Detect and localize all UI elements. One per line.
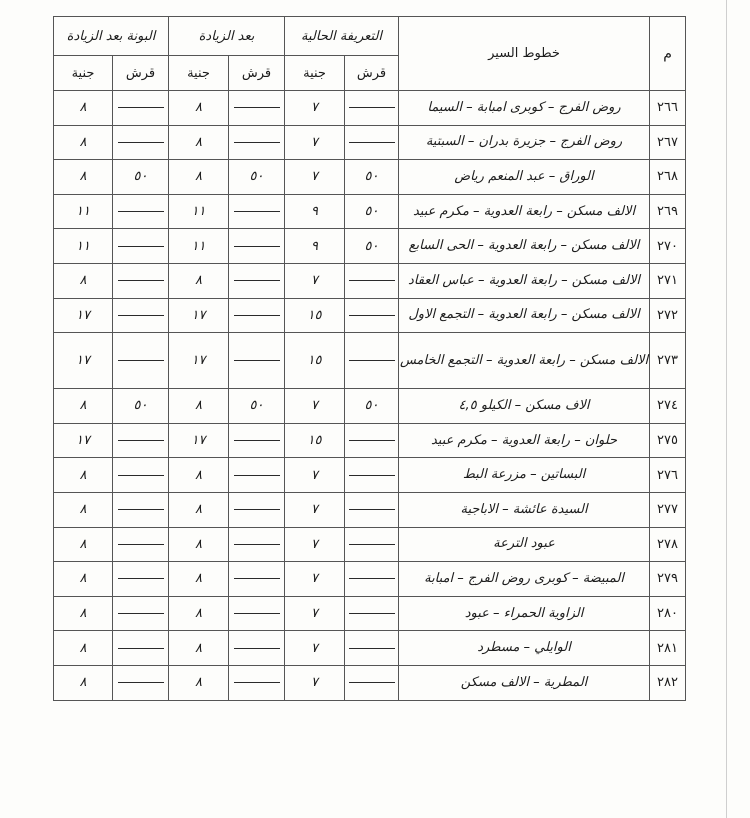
- pass-piaster: [113, 91, 169, 126]
- row-route: الالف مسكن – رابعة العدوية – عباس العقاد: [399, 263, 650, 298]
- current-piaster: ٥٠: [345, 160, 399, 195]
- row-number: ٢٨١: [650, 631, 686, 666]
- empty-dash: [234, 107, 280, 108]
- current-pound: ٧: [285, 562, 345, 597]
- increase-pound: ١١: [169, 229, 229, 264]
- header-pass-piaster: قرش: [113, 56, 169, 91]
- current-piaster: [345, 298, 399, 333]
- table-row: [54, 263, 686, 298]
- row-route: المبيضة – كوبرى روض الفرج – امبابة: [399, 562, 650, 597]
- pass-pound: ٨: [54, 160, 113, 195]
- empty-dash: [118, 142, 164, 143]
- pass-piaster: ٥٠: [113, 389, 169, 424]
- pass-pound: ٨: [54, 527, 113, 562]
- pass-piaster: [113, 125, 169, 160]
- empty-dash: [234, 509, 280, 510]
- current-pound: ٧: [285, 125, 345, 160]
- current-pound: ١٥: [285, 423, 345, 458]
- row-number: ٢٧٠: [650, 229, 686, 264]
- empty-dash: [118, 682, 164, 683]
- row-route: البساتين – مزرعة البط: [399, 458, 650, 493]
- row-number: ٢٧٤: [650, 389, 686, 424]
- row-number: ٢٧٩: [650, 562, 686, 597]
- current-piaster: ٥٠: [345, 194, 399, 229]
- table-row: [54, 631, 686, 666]
- header-pass-pound: جنية: [54, 56, 113, 91]
- pass-pound: ١٧: [54, 423, 113, 458]
- current-piaster: [345, 91, 399, 126]
- empty-dash: [118, 475, 164, 476]
- current-pound: ٧: [285, 631, 345, 666]
- table-row: [54, 492, 686, 527]
- pass-pound: ٨: [54, 596, 113, 631]
- empty-dash: [234, 648, 280, 649]
- table-row: [54, 458, 686, 493]
- increase-pound: ٨: [169, 389, 229, 424]
- table-row: [54, 194, 686, 229]
- current-pound: ١٥: [285, 333, 345, 389]
- increase-pound: ٨: [169, 631, 229, 666]
- current-pound: ٩: [285, 229, 345, 264]
- pass-pound: ١٧: [54, 333, 113, 389]
- increase-piaster: [229, 665, 285, 700]
- row-route: الاف مسكن – الكيلو ٤,٥: [399, 389, 650, 424]
- pass-pound: ١٧: [54, 298, 113, 333]
- row-number: ٢٧١: [650, 263, 686, 298]
- increase-piaster: [229, 91, 285, 126]
- empty-dash: [349, 613, 395, 614]
- current-piaster: [345, 527, 399, 562]
- empty-dash: [118, 509, 164, 510]
- empty-dash: [234, 475, 280, 476]
- increase-pound: ٨: [169, 125, 229, 160]
- current-piaster: [345, 665, 399, 700]
- table-row: [54, 125, 686, 160]
- increase-piaster: [229, 492, 285, 527]
- empty-dash: [234, 246, 280, 247]
- empty-dash: [349, 509, 395, 510]
- pass-pound: ٨: [54, 458, 113, 493]
- pass-piaster: [113, 333, 169, 389]
- empty-dash: [118, 613, 164, 614]
- row-number: ٢٦٧: [650, 125, 686, 160]
- row-number: ٢٧٧: [650, 492, 686, 527]
- empty-dash: [349, 142, 395, 143]
- increase-pound: ٨: [169, 527, 229, 562]
- increase-piaster: [229, 458, 285, 493]
- header-after-increase: بعد الزيادة: [169, 17, 285, 56]
- current-piaster: [345, 125, 399, 160]
- current-piaster: [345, 458, 399, 493]
- increase-piaster: [229, 527, 285, 562]
- row-route: الزاوية الحمراء – عبود: [399, 596, 650, 631]
- row-route: الوراق – عبد المنعم رياض: [399, 160, 650, 195]
- current-pound: ٧: [285, 91, 345, 126]
- current-piaster: ٥٠: [345, 229, 399, 264]
- pass-piaster: [113, 492, 169, 527]
- current-pound: ٧: [285, 160, 345, 195]
- table-row: [54, 389, 686, 424]
- increase-piaster: [229, 333, 285, 389]
- increase-piaster: ٥٠: [229, 389, 285, 424]
- current-pound: ٩: [285, 194, 345, 229]
- empty-dash: [234, 440, 280, 441]
- empty-dash: [349, 648, 395, 649]
- pass-piaster: [113, 423, 169, 458]
- pass-piaster: [113, 298, 169, 333]
- row-route: حلوان – رابعة العدوية – مكرم عبيد: [399, 423, 650, 458]
- empty-dash: [118, 360, 164, 361]
- pass-piaster: [113, 527, 169, 562]
- empty-dash: [234, 280, 280, 281]
- row-route: روض الفرج – كوبرى امبابة – السيما: [399, 91, 650, 126]
- pass-piaster: [113, 562, 169, 597]
- table-row: [54, 562, 686, 597]
- increase-pound: ٨: [169, 665, 229, 700]
- table-row: [54, 423, 686, 458]
- empty-dash: [349, 360, 395, 361]
- empty-dash: [349, 280, 395, 281]
- increase-piaster: [229, 194, 285, 229]
- row-route: الالف مسكن – رابعة العدوية – التجمع الخامس: [399, 333, 650, 389]
- increase-piaster: [229, 298, 285, 333]
- pass-piaster: [113, 631, 169, 666]
- current-piaster: ٥٠: [345, 389, 399, 424]
- header-number: م: [650, 17, 686, 91]
- header-current-pound: جنية: [285, 56, 345, 91]
- row-route: المطرية – الالف مسكن: [399, 665, 650, 700]
- row-number: ٢٧٢: [650, 298, 686, 333]
- current-piaster: [345, 423, 399, 458]
- empty-dash: [349, 440, 395, 441]
- pass-pound: ١١: [54, 194, 113, 229]
- current-piaster: [345, 333, 399, 389]
- row-route: الالف مسكن – رابعة العدوية – التجمع الاول: [399, 298, 650, 333]
- empty-dash: [118, 211, 164, 212]
- pass-pound: ٨: [54, 665, 113, 700]
- increase-piaster: [229, 229, 285, 264]
- empty-dash: [349, 544, 395, 545]
- header-pass-after-increase: البونة بعد الزيادة: [54, 17, 169, 56]
- pass-pound: ٨: [54, 562, 113, 597]
- empty-dash: [118, 315, 164, 316]
- row-number: ٢٨٠: [650, 596, 686, 631]
- increase-piaster: [229, 125, 285, 160]
- increase-pound: ٨: [169, 160, 229, 195]
- empty-dash: [234, 682, 280, 683]
- header-current-tariff: التعريفة الحالية: [285, 17, 399, 56]
- pass-piaster: [113, 229, 169, 264]
- empty-dash: [118, 544, 164, 545]
- empty-dash: [234, 613, 280, 614]
- table-row: [54, 298, 686, 333]
- row-number: ٢٧٦: [650, 458, 686, 493]
- row-number: ٢٨٢: [650, 665, 686, 700]
- current-piaster: [345, 562, 399, 597]
- current-piaster: [345, 596, 399, 631]
- empty-dash: [118, 648, 164, 649]
- pass-pound: ٨: [54, 631, 113, 666]
- empty-dash: [234, 211, 280, 212]
- increase-pound: ١٧: [169, 423, 229, 458]
- pass-pound: ٨: [54, 91, 113, 126]
- increase-pound: ١٧: [169, 298, 229, 333]
- header-current-piaster: قرش: [345, 56, 399, 91]
- empty-dash: [349, 475, 395, 476]
- row-number: ٢٦٩: [650, 194, 686, 229]
- empty-dash: [118, 107, 164, 108]
- current-piaster: [345, 631, 399, 666]
- empty-dash: [234, 544, 280, 545]
- fare-table: [53, 16, 686, 701]
- increase-pound: ٨: [169, 492, 229, 527]
- row-route: روض الفرج – جزيرة بدران – السبتية: [399, 125, 650, 160]
- row-route: الالف مسكن – رابعة العدوية – الحى السابع: [399, 229, 650, 264]
- empty-dash: [118, 246, 164, 247]
- row-number: ٢٦٦: [650, 91, 686, 126]
- empty-dash: [349, 578, 395, 579]
- row-number: ٢٦٨: [650, 160, 686, 195]
- empty-dash: [234, 360, 280, 361]
- increase-piaster: [229, 423, 285, 458]
- increase-piaster: [229, 263, 285, 298]
- pass-pound: ٨: [54, 389, 113, 424]
- row-number: ٢٧٥: [650, 423, 686, 458]
- pass-piaster: [113, 194, 169, 229]
- pass-piaster: [113, 665, 169, 700]
- row-route: عبود الترعة: [399, 527, 650, 562]
- increase-pound: ٨: [169, 458, 229, 493]
- header-increase-piaster: قرش: [229, 56, 285, 91]
- pass-piaster: [113, 596, 169, 631]
- increase-piaster: [229, 596, 285, 631]
- page-edge-line: [726, 0, 727, 818]
- empty-dash: [118, 280, 164, 281]
- pass-piaster: [113, 263, 169, 298]
- empty-dash: [349, 682, 395, 683]
- current-piaster: [345, 492, 399, 527]
- empty-dash: [349, 315, 395, 316]
- table-row: [54, 333, 686, 389]
- current-pound: ٧: [285, 596, 345, 631]
- increase-piaster: [229, 631, 285, 666]
- current-pound: ٧: [285, 527, 345, 562]
- current-piaster: [345, 263, 399, 298]
- fare-rows: [54, 91, 686, 701]
- pass-pound: ٨: [54, 263, 113, 298]
- empty-dash: [234, 578, 280, 579]
- increase-piaster: ٥٠: [229, 160, 285, 195]
- table-row: [54, 596, 686, 631]
- current-pound: ٧: [285, 665, 345, 700]
- current-pound: ٧: [285, 458, 345, 493]
- increase-pound: ٨: [169, 562, 229, 597]
- increase-pound: ٨: [169, 596, 229, 631]
- row-route: الالف مسكن – رابعة العدوية – مكرم عبيد: [399, 194, 650, 229]
- table-row: [54, 91, 686, 126]
- row-number: ٢٧٨: [650, 527, 686, 562]
- table-row: [54, 229, 686, 264]
- pass-pound: ٨: [54, 492, 113, 527]
- pass-piaster: [113, 458, 169, 493]
- empty-dash: [234, 315, 280, 316]
- pass-pound: ١١: [54, 229, 113, 264]
- table-row: [54, 665, 686, 700]
- header-increase-pound: جنية: [169, 56, 229, 91]
- increase-pound: ١١: [169, 194, 229, 229]
- row-number: ٢٧٣: [650, 333, 686, 389]
- pass-piaster: ٥٠: [113, 160, 169, 195]
- current-pound: ٧: [285, 389, 345, 424]
- table-row: [54, 160, 686, 195]
- empty-dash: [118, 578, 164, 579]
- pass-pound: ٨: [54, 125, 113, 160]
- increase-pound: ٨: [169, 91, 229, 126]
- table-row: [54, 527, 686, 562]
- row-route: الوايلي – مسطرد: [399, 631, 650, 666]
- header-route: خطوط السير: [399, 17, 650, 91]
- current-pound: ١٥: [285, 298, 345, 333]
- row-route: السيدة عائشة – الاباجية: [399, 492, 650, 527]
- increase-pound: ٨: [169, 263, 229, 298]
- empty-dash: [349, 107, 395, 108]
- empty-dash: [118, 440, 164, 441]
- increase-pound: ١٧: [169, 333, 229, 389]
- increase-piaster: [229, 562, 285, 597]
- current-pound: ٧: [285, 263, 345, 298]
- current-pound: ٧: [285, 492, 345, 527]
- empty-dash: [234, 142, 280, 143]
